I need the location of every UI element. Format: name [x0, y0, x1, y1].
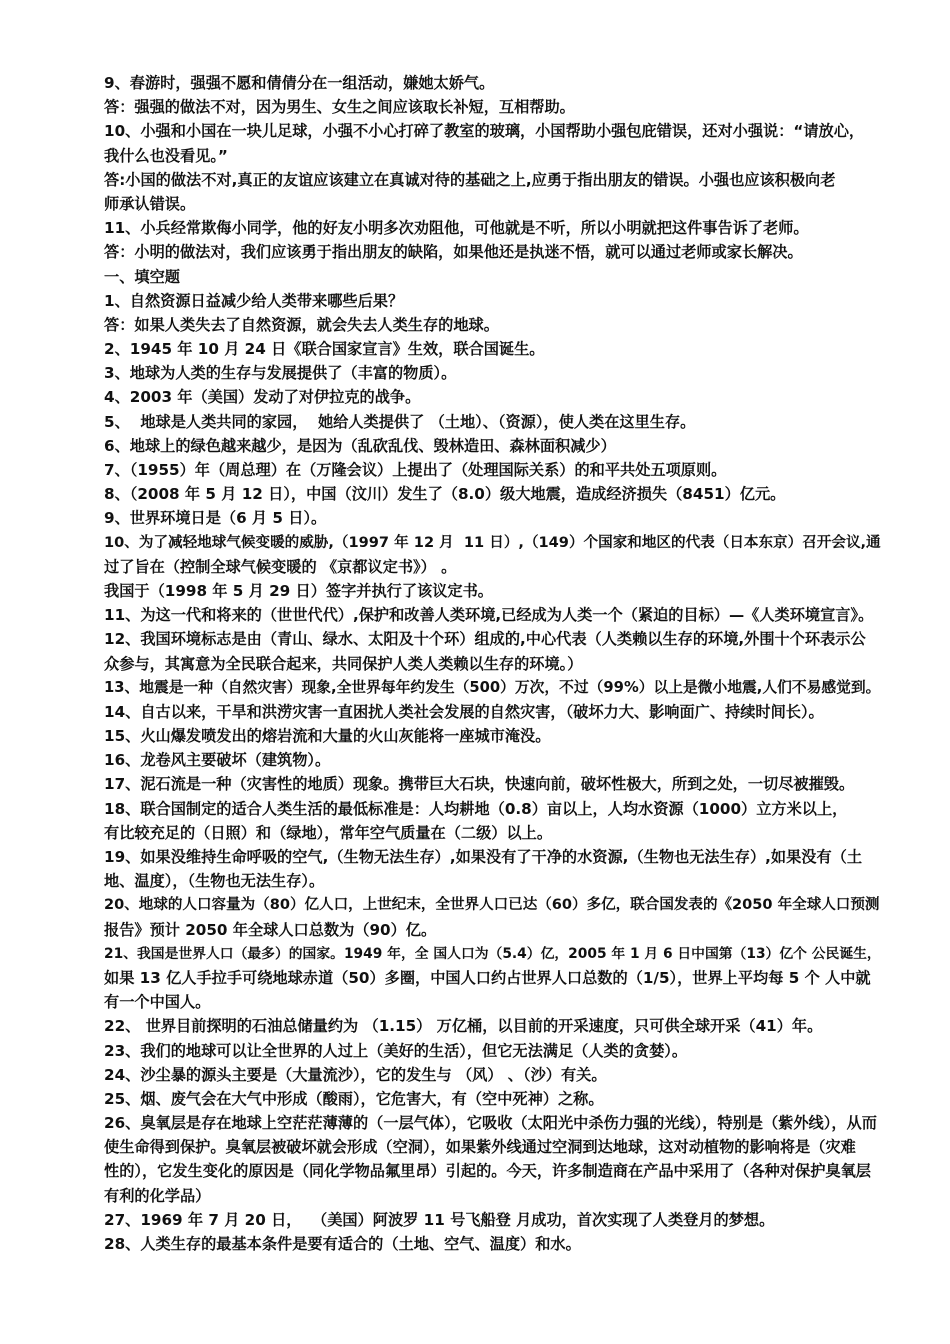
text-line: 21、我国是世界人口（最多）的国家。1949 年，全 国人口为（5.4）亿，2005 年 1 月 6 日中国第（13）亿个 公民诞生，: [104, 945, 881, 962]
text-line: 1、自然资源日益减少给人类带来哪些后果？: [104, 291, 404, 310]
text-line: 一、填空题: [104, 267, 180, 286]
text-line: 18、联合国制定的适合人类生活的最低标准是：人均耕地（0.8）亩以上，人均水资源（1000）立方米以上，: [104, 799, 848, 818]
text-line: 15、火山爆发喷发出的熔岩流和大量的火山灰能将一座城市淹没。: [104, 727, 551, 746]
text-line: 26、臭氧层是存在地球上空茫茫薄薄的（一层气体），它吸收（太阳光中杀伤力强的光线），特别是（紫外线），从而: [104, 1114, 877, 1133]
text-line: 地、温度），（生物也无法生存）。: [104, 872, 325, 891]
text-line: 5、 地球是人类共同的家园， 她给人类提供了 （土地）、（资源），使人类在这里生存。: [104, 412, 696, 431]
text-line: 13、地震是一种（自然灾害）现象,全世界每年约发生（500）万次，不过（99%）以上是微小地震,人们不易感觉到。: [104, 678, 881, 696]
text-line: 4、2003 年（美国）发动了对伊拉克的战争。: [104, 388, 421, 407]
text-line: 23、我们的地球可以让全世界的人过上（美好的生活），但它无法满足（人类的贪婪）。: [104, 1041, 688, 1060]
text-line: 14、自古以来，干旱和洪涝灾害一直困扰人类社会发展的自然灾害，（破坏力大、影响面广、持续时间长）。: [104, 702, 824, 721]
text-line: 6、地球上的绿色越来越少，是因为（乱砍乱伐、毁林造田、森林面积减少）: [104, 436, 616, 455]
text-line: 20、地球的人口容量为（80）亿人口，上世纪末，全世界人口已达（60）多亿，联合国发表的《2050 年全球人口预测: [104, 896, 880, 914]
text-line: 28、人类生存的最基本条件是要有适合的（土地、空气、温度）和水。: [104, 1235, 581, 1253]
text-line: 10、小强和小国在一块儿足球，小强不小心打碎了教室的玻璃，小国帮助小强包庇错误，还对小强说：“请放心，: [104, 122, 865, 141]
text-line: 22、 世界目前探明的石油总储量约为 （1.15） 万亿桶，以目前的开采速度，只可供全球开采（41）年。: [104, 1017, 823, 1036]
text-line: 答：如果人类失去了自然资源，就会失去人类生存的地球。: [104, 315, 499, 334]
text-line: 性的），它发生变化的原因是（同化学物品氟里昂）引起的。今天，许多制造商在产品中采用了（各种对保护臭氧层: [104, 1162, 871, 1181]
text-line: 使生命得到保护。臭氧层被破坏就会形成（空洞），如果紫外线通过空洞到达地球，这对动植物的影响将是（灾难: [104, 1138, 856, 1157]
text-line: 答:小国的做法不对,真正的友谊应该建立在真诚对待的基础之上,应勇于指出朋友的错误。小强也应该积极向老: [104, 170, 836, 189]
text-line: 24、沙尘暴的源头主要是（大量流沙），它的发生与 （风） 、（沙）有关。: [104, 1065, 607, 1084]
text-line: 10、为了减轻地球气候变暖的威胁,（1997 年 12 月 11 日）,（149）个国家和地区的代表（日本东京）召开会议,通: [104, 533, 881, 551]
text-line: 9、春游时，强强不愿和倩倩分在一组活动，嫌她太娇气。: [104, 74, 495, 92]
text-line: 11、小兵经常欺侮小同学，他的好友小明多次劝阻他，可他就是不听，所以小明就把这件事告诉了老师。: [104, 219, 809, 238]
text-line: 8、（2008 年 5 月 12 日），中国（汶川）发生了（8.0）级大地震，造成经济损失（8451）亿元。: [104, 485, 786, 504]
text-line: 11、为这一代和将来的（世世代代）,保护和改善人类环境,已经成为人类一个（紧迫的目标）—《人类环境宣言》。: [104, 606, 874, 625]
text-line: 众参与，其寓意为全民联合起来，共同保护人类人类赖以生存的环境。）: [104, 654, 583, 673]
text-line: 19、如果没维持生命呼吸的空气,（生物无法生存）,如果没有了干净的水资源,（生物也无法生存）,如果没有（土: [104, 848, 863, 866]
text-line: 有利的化学品）: [104, 1186, 211, 1205]
text-line: 16、龙卷风主要破坏（建筑物）。: [104, 751, 331, 770]
text-line: 9、世界环境日是（6 月 5 日）。: [104, 509, 327, 528]
text-line: 25、烟、废气会在大气中形成（酸雨），它危害大，有（空中死神）之称。: [104, 1089, 604, 1108]
document-body: [104, 71, 884, 1256]
text-line: 17、泥石流是一种（灾害性的地质）现象。携带巨大石块，快速向前，破坏性极大，所到之处，一切尽被摧毁。: [104, 775, 855, 794]
text-line: 有一个中国人。: [104, 993, 211, 1012]
text-line: 师承认错误。: [104, 194, 196, 213]
text-line: 2、1945 年 10 月 24 日《联合国家宣言》生效，联合国诞生。: [104, 340, 545, 359]
text-line: 12、我国环境标志是由（青山、绿水、太阳及十个环）组成的,中心代表（人类赖以生存的环境,外围十个环表示公: [104, 630, 866, 649]
text-line: 答：强强的做法不对，因为男生、女生之间应该取长补短，互相帮助。: [104, 98, 575, 117]
text-line: 7、（1955）年（周总理）在（万隆会议）上提出了（处理国际关系）的和平共处五项原则。: [104, 461, 727, 479]
text-line: 我什么也没看见。”: [104, 146, 228, 165]
text-line: 3、地球为人类的生存与发展提供了（丰富的物质）。: [104, 364, 457, 383]
text-line: 我国于（1998 年 5 月 29 日）签字并执行了该议定书。: [104, 581, 493, 600]
text-line: 有比较充足的（日照）和（绿地），常年空气质量在（二级）以上。: [104, 823, 553, 842]
text-line: 答：小明的做法对，我们应该勇于指出朋友的缺陷，如果他还是执迷不悟，就可以通过老师或家长解决。: [104, 243, 803, 262]
text-line: 如果 13 亿人手拉手可绕地球赤道（50）多圈，中国人口约占世界人口总数的（1/5），世界上平均每 5 个 人中就: [104, 968, 871, 987]
text-line: 27、1969 年 7 月 20 日， （美国）阿波罗 11 号飞船登 月成功，首次实现了人类登月的梦想。: [104, 1210, 775, 1229]
text-line: 报告》预计 2050 年全球人口总数为（90）亿。: [104, 920, 437, 939]
text-line: 过了旨在（控制全球气候变暖的 《京都议定书》） 。: [104, 557, 457, 576]
